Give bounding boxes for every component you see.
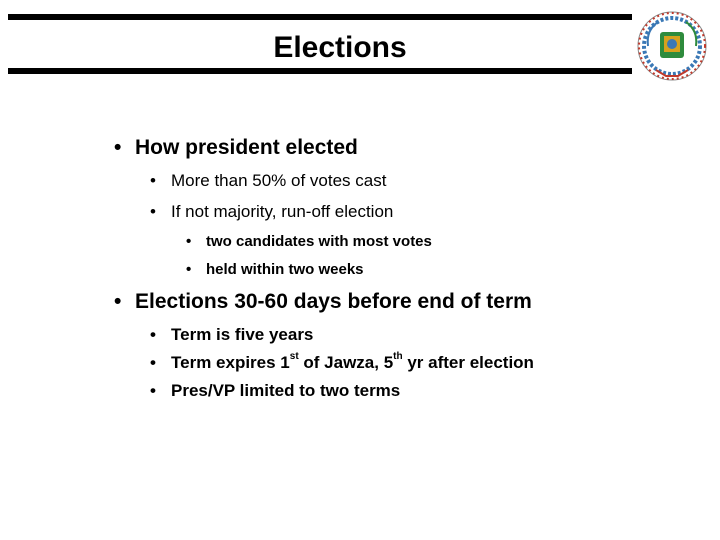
bullet-text: Term expires 1st of Jawza, 5th yr after election (171, 351, 534, 372)
bullet-item (114, 290, 532, 314)
bullet-glyph: • (186, 233, 192, 250)
bullet-glyph: • (150, 171, 156, 190)
bullet-item (186, 261, 364, 278)
bullet-glyph: • (114, 136, 122, 159)
bullet-text: held within two weeks (206, 261, 364, 278)
bullet-text: If not majority, run-off election (171, 202, 394, 221)
bullet-glyph: • (150, 381, 156, 400)
bullet-item (150, 325, 313, 345)
bullet-text: two candidates with most votes (206, 233, 432, 250)
bullet-item (150, 353, 534, 373)
bullet-glyph: • (114, 290, 122, 313)
bullet-text: Term is five years (171, 325, 314, 344)
bullet-text: Elections 30-60 days before end of term (135, 290, 532, 313)
bullet-glyph: • (150, 202, 156, 221)
bullet-glyph: • (186, 261, 192, 278)
bullet-item (150, 381, 400, 401)
slide-title: Elections (273, 31, 407, 64)
bullet-glyph: • (150, 353, 156, 372)
bullet-item (150, 202, 393, 222)
bullet-item (150, 171, 386, 191)
bullet-text: Pres/VP limited to two terms (171, 381, 401, 400)
bullet-text: How president elected (135, 136, 358, 159)
bullet-item (186, 233, 432, 250)
bullet-glyph: • (150, 325, 156, 344)
bullet-item (114, 136, 358, 160)
bullet-text: More than 50% of votes cast (171, 171, 387, 190)
